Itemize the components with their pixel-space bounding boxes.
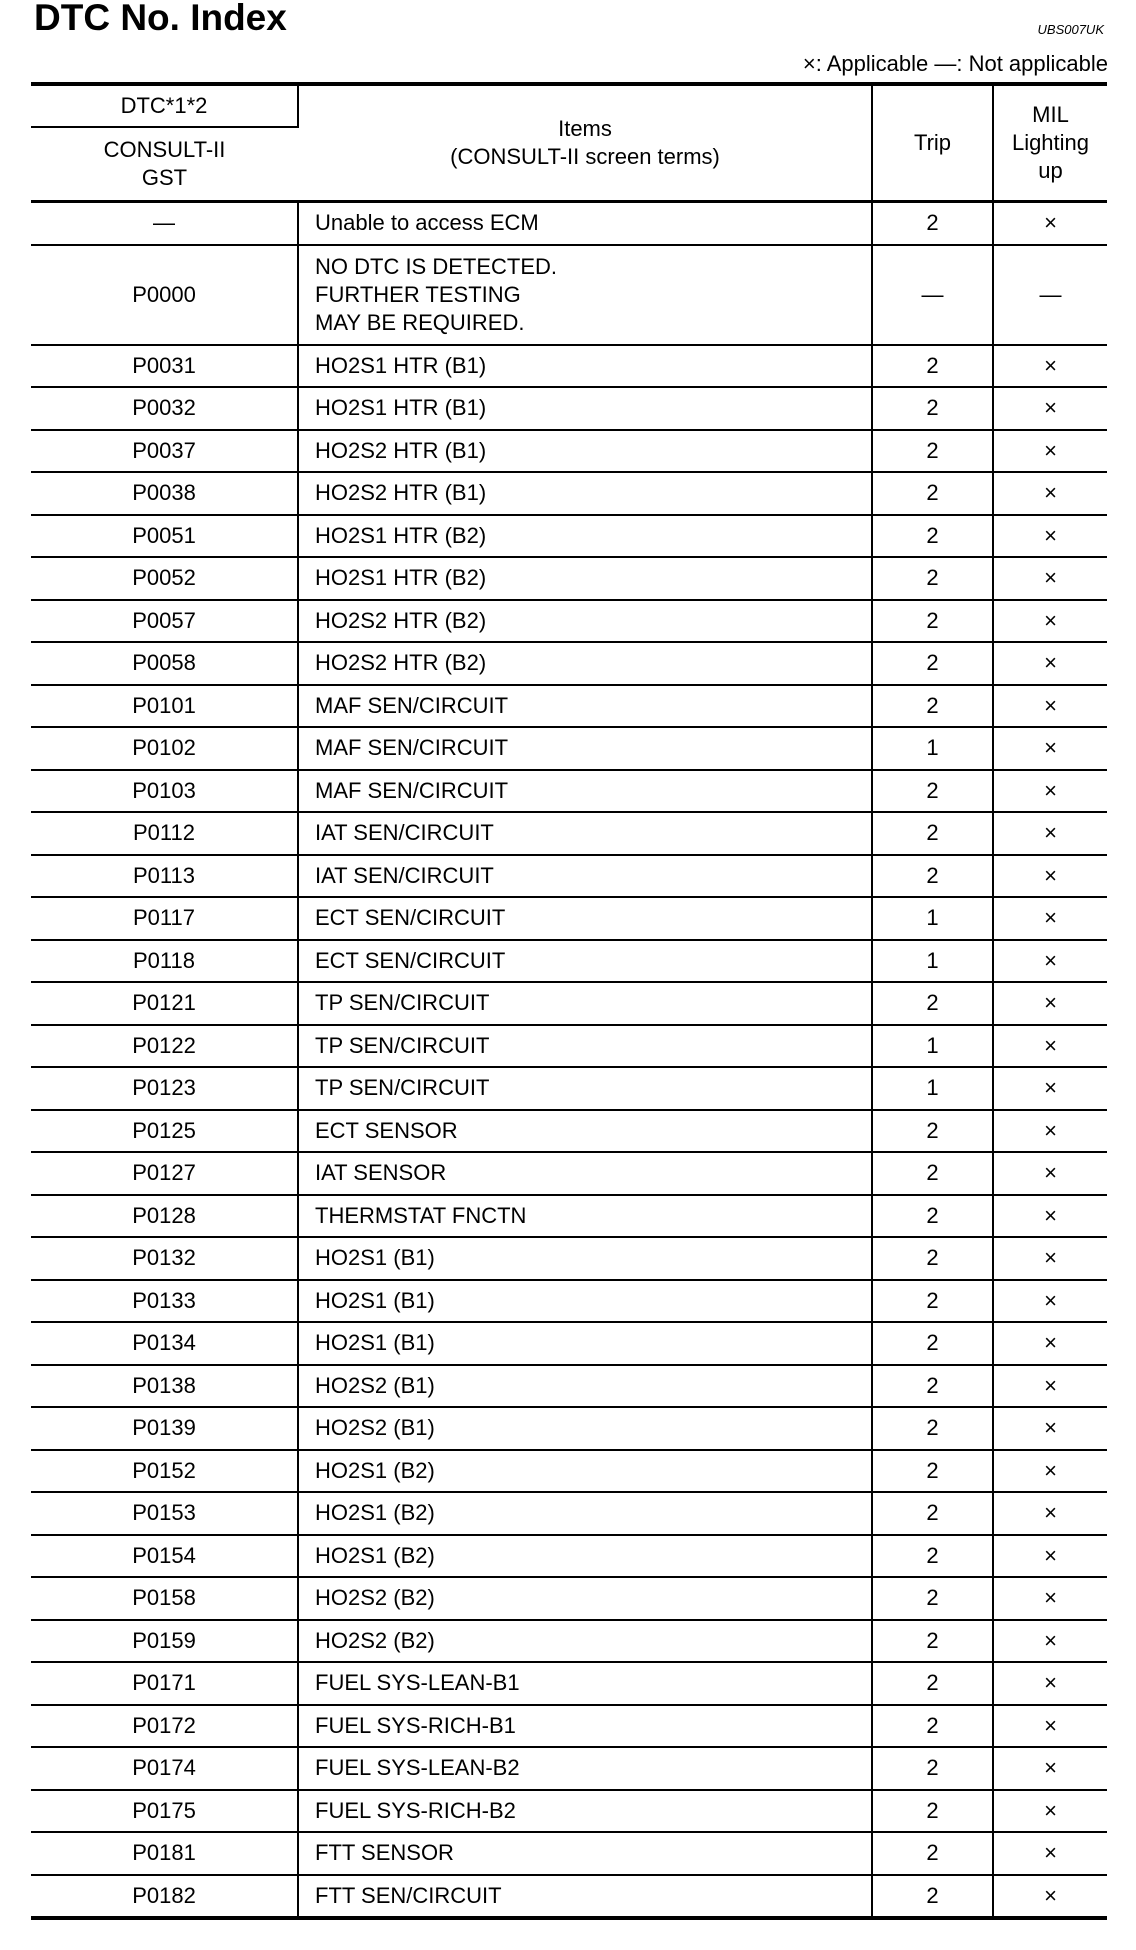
table-row bbox=[31, 642, 1107, 685]
header-items bbox=[298, 84, 872, 202]
trip-cell: 2 bbox=[872, 1577, 993, 1620]
table-row bbox=[31, 1832, 1107, 1875]
trip-cell: 2 bbox=[872, 1152, 993, 1195]
item-cell: HO2S2 HTR (B1) bbox=[298, 430, 872, 473]
item-cell: HO2S2 HTR (B2) bbox=[298, 642, 872, 685]
trip-cell: 2 bbox=[872, 557, 993, 600]
item-cell: FTT SEN/CIRCUIT bbox=[298, 1875, 872, 1919]
dtc-code-cell: P0118 bbox=[31, 940, 298, 983]
dtc-code-cell: P0159 bbox=[31, 1620, 298, 1663]
dtc-code-cell: P0128 bbox=[31, 1195, 298, 1238]
trip-cell: 2 bbox=[872, 1875, 993, 1919]
trip-cell: 2 bbox=[872, 1407, 993, 1450]
mil-cell: × bbox=[993, 1535, 1107, 1578]
trip-cell: 2 bbox=[872, 685, 993, 728]
table-row bbox=[31, 202, 1107, 245]
dtc-code-cell: P0103 bbox=[31, 770, 298, 813]
table-header-row bbox=[31, 84, 1107, 127]
item-cell: TP SEN/CIRCUIT bbox=[298, 1025, 872, 1068]
item-cell: HO2S2 (B1) bbox=[298, 1407, 872, 1450]
mil-cell: × bbox=[993, 1365, 1107, 1408]
trip-cell: 1 bbox=[872, 1025, 993, 1068]
mil-cell: × bbox=[993, 557, 1107, 600]
table-row bbox=[31, 387, 1107, 430]
trip-cell: 2 bbox=[872, 982, 993, 1025]
mil-cell: × bbox=[993, 1322, 1107, 1365]
item-cell: HO2S1 (B1) bbox=[298, 1322, 872, 1365]
trip-cell: 1 bbox=[872, 897, 993, 940]
item-cell: HO2S1 HTR (B2) bbox=[298, 515, 872, 558]
dtc-code-cell: P0154 bbox=[31, 1535, 298, 1578]
item-cell: Unable to access ECM bbox=[298, 202, 872, 245]
item-cell: HO2S1 (B1) bbox=[298, 1237, 872, 1280]
dtc-index-table bbox=[31, 82, 1107, 1920]
item-cell: HO2S2 HTR (B1) bbox=[298, 472, 872, 515]
mil-cell: × bbox=[993, 1875, 1107, 1919]
dtc-code-cell: P0138 bbox=[31, 1365, 298, 1408]
trip-cell: 2 bbox=[872, 642, 993, 685]
item-cell: IAT SEN/CIRCUIT bbox=[298, 812, 872, 855]
dtc-code-cell: P0125 bbox=[31, 1110, 298, 1153]
mil-cell: × bbox=[993, 430, 1107, 473]
item-cell: TP SEN/CIRCUIT bbox=[298, 982, 872, 1025]
mil-cell: × bbox=[993, 855, 1107, 898]
table-row bbox=[31, 1067, 1107, 1110]
trip-cell: 2 bbox=[872, 1322, 993, 1365]
dtc-code-cell: P0117 bbox=[31, 897, 298, 940]
item-cell: HO2S1 (B2) bbox=[298, 1535, 872, 1578]
dtc-code-cell: P0051 bbox=[31, 515, 298, 558]
dtc-code-cell: P0052 bbox=[31, 557, 298, 600]
mil-cell: × bbox=[993, 727, 1107, 770]
trip-cell: 1 bbox=[872, 940, 993, 983]
dtc-code-cell: P0101 bbox=[31, 685, 298, 728]
item-cell: ECT SEN/CIRCUIT bbox=[298, 897, 872, 940]
trip-cell: 2 bbox=[872, 600, 993, 643]
item-cell: MAF SEN/CIRCUIT bbox=[298, 727, 872, 770]
dtc-code-cell: P0057 bbox=[31, 600, 298, 643]
trip-cell: 2 bbox=[872, 1832, 993, 1875]
table-row bbox=[31, 1790, 1107, 1833]
trip-cell: 2 bbox=[872, 1535, 993, 1578]
trip-cell: 2 bbox=[872, 1790, 993, 1833]
table-row bbox=[31, 982, 1107, 1025]
table-row bbox=[31, 1450, 1107, 1493]
legend: ×: Applicable —: Not applicable bbox=[802, 51, 1108, 76]
item-cell: TP SEN/CIRCUIT bbox=[298, 1067, 872, 1110]
table-row bbox=[31, 345, 1107, 388]
mil-cell: × bbox=[993, 345, 1107, 388]
dtc-code-cell: P0153 bbox=[31, 1492, 298, 1535]
dtc-code-cell: P0113 bbox=[31, 855, 298, 898]
table-row bbox=[31, 1747, 1107, 1790]
table-row bbox=[31, 1662, 1107, 1705]
mil-cell: × bbox=[993, 1450, 1107, 1493]
table-row bbox=[31, 1195, 1107, 1238]
document-code: UBS007UK bbox=[1037, 22, 1104, 37]
trip-cell: 2 bbox=[872, 472, 993, 515]
table-row bbox=[31, 1365, 1107, 1408]
table-row bbox=[31, 1407, 1107, 1450]
dtc-code-cell: P0032 bbox=[31, 387, 298, 430]
item-cell: ECT SEN/CIRCUIT bbox=[298, 940, 872, 983]
header-consult: CONSULT-II bbox=[103, 137, 226, 162]
header-items-line1: Items bbox=[558, 116, 612, 141]
trip-cell: 1 bbox=[872, 727, 993, 770]
mil-cell: × bbox=[993, 1152, 1107, 1195]
mil-cell: × bbox=[993, 1280, 1107, 1323]
header-gst: GST bbox=[141, 165, 188, 190]
table-row bbox=[31, 1322, 1107, 1365]
mil-cell: × bbox=[993, 982, 1107, 1025]
mil-cell: × bbox=[993, 1067, 1107, 1110]
item-cell: HO2S1 HTR (B1) bbox=[298, 387, 872, 430]
table-row bbox=[31, 897, 1107, 940]
trip-cell: 2 bbox=[872, 812, 993, 855]
page-title: DTC No. Index bbox=[34, 0, 287, 38]
mil-cell: × bbox=[993, 600, 1107, 643]
dtc-code-cell: P0132 bbox=[31, 1237, 298, 1280]
table-row bbox=[31, 770, 1107, 813]
item-cell: HO2S1 (B2) bbox=[298, 1492, 872, 1535]
header-mil-line2: Lighting bbox=[1011, 130, 1090, 155]
mil-cell: × bbox=[993, 1195, 1107, 1238]
dtc-code-cell: P0172 bbox=[31, 1705, 298, 1748]
trip-cell: 2 bbox=[872, 1110, 993, 1153]
trip-cell: 2 bbox=[872, 1195, 993, 1238]
mil-cell: × bbox=[993, 1832, 1107, 1875]
table-row bbox=[31, 1237, 1107, 1280]
mil-cell: × bbox=[993, 897, 1107, 940]
trip-cell: 2 bbox=[872, 1492, 993, 1535]
dtc-code-cell: P0171 bbox=[31, 1662, 298, 1705]
item-cell: IAT SEN/CIRCUIT bbox=[298, 855, 872, 898]
table-row bbox=[31, 1875, 1107, 1919]
header-trip: Trip bbox=[872, 84, 993, 202]
mil-cell: × bbox=[993, 1705, 1107, 1748]
table-row bbox=[31, 685, 1107, 728]
header-mil-line1: MIL bbox=[1032, 102, 1069, 127]
table-row bbox=[31, 1620, 1107, 1663]
header-consult-gst bbox=[31, 127, 298, 202]
mil-cell: × bbox=[993, 1790, 1107, 1833]
table-row bbox=[31, 430, 1107, 473]
mil-cell: × bbox=[993, 1747, 1107, 1790]
table-row bbox=[31, 1110, 1107, 1153]
header-dtc: DTC*1*2 bbox=[31, 84, 298, 127]
dtc-code-cell: P0133 bbox=[31, 1280, 298, 1323]
item-cell: HO2S2 (B2) bbox=[298, 1577, 872, 1620]
dtc-code-cell: P0152 bbox=[31, 1450, 298, 1493]
item-cell: MAF SEN/CIRCUIT bbox=[298, 770, 872, 813]
table-row bbox=[31, 1152, 1107, 1195]
mil-cell: × bbox=[993, 387, 1107, 430]
trip-cell: 2 bbox=[872, 1280, 993, 1323]
trip-cell: 2 bbox=[872, 387, 993, 430]
table-row bbox=[31, 600, 1107, 643]
table-row bbox=[31, 940, 1107, 983]
table-row bbox=[31, 557, 1107, 600]
mil-cell: × bbox=[993, 1662, 1107, 1705]
trip-cell: 2 bbox=[872, 1747, 993, 1790]
trip-cell: 2 bbox=[872, 1662, 993, 1705]
item-cell: HO2S1 HTR (B2) bbox=[298, 557, 872, 600]
dtc-code-cell: P0181 bbox=[31, 1832, 298, 1875]
trip-cell: 2 bbox=[872, 202, 993, 245]
table-body bbox=[31, 202, 1107, 1919]
trip-cell: 2 bbox=[872, 855, 993, 898]
table-row bbox=[31, 1280, 1107, 1323]
item-cell: ECT SENSOR bbox=[298, 1110, 872, 1153]
item-cell: HO2S1 (B2) bbox=[298, 1450, 872, 1493]
dtc-code-cell: P0000 bbox=[31, 245, 298, 345]
table-row bbox=[31, 245, 1107, 345]
item-line: FURTHER TESTING bbox=[315, 281, 521, 307]
item-cell: MAF SEN/CIRCUIT bbox=[298, 685, 872, 728]
dtc-code-cell: P0038 bbox=[31, 472, 298, 515]
dtc-code-cell: P0127 bbox=[31, 1152, 298, 1195]
dtc-code-cell: P0122 bbox=[31, 1025, 298, 1068]
item-line: NO DTC IS DETECTED. bbox=[315, 253, 558, 279]
mil-cell: × bbox=[993, 940, 1107, 983]
dtc-code-cell: P0112 bbox=[31, 812, 298, 855]
dtc-code-cell: P0058 bbox=[31, 642, 298, 685]
trip-cell: 2 bbox=[872, 770, 993, 813]
table-row bbox=[31, 472, 1107, 515]
dtc-code-cell: P0182 bbox=[31, 1875, 298, 1919]
header-items-line2: (CONSULT-II screen terms) bbox=[450, 144, 720, 169]
header-mil bbox=[993, 84, 1107, 202]
item-cell: FUEL SYS-LEAN-B1 bbox=[298, 1662, 872, 1705]
table-row bbox=[31, 515, 1107, 558]
table-row bbox=[31, 1577, 1107, 1620]
mil-cell: × bbox=[993, 472, 1107, 515]
item-cell: THERMSTAT FNCTN bbox=[298, 1195, 872, 1238]
mil-cell: × bbox=[993, 1492, 1107, 1535]
trip-cell: — bbox=[872, 245, 993, 345]
trip-cell: 2 bbox=[872, 1365, 993, 1408]
dtc-code-cell: P0037 bbox=[31, 430, 298, 473]
item-cell: HO2S2 HTR (B2) bbox=[298, 600, 872, 643]
item-cell: FUEL SYS-LEAN-B2 bbox=[298, 1747, 872, 1790]
item-line: MAY BE REQUIRED. bbox=[315, 309, 525, 335]
mil-cell: × bbox=[993, 770, 1107, 813]
trip-cell: 2 bbox=[872, 1620, 993, 1663]
mil-cell: × bbox=[993, 1620, 1107, 1663]
trip-cell: 2 bbox=[872, 430, 993, 473]
dtc-code-cell: P0158 bbox=[31, 1577, 298, 1620]
item-cell: FTT SENSOR bbox=[298, 1832, 872, 1875]
mil-cell: × bbox=[993, 812, 1107, 855]
dtc-code-cell: P0134 bbox=[31, 1322, 298, 1365]
item-cell: HO2S2 (B1) bbox=[298, 1365, 872, 1408]
trip-cell: 2 bbox=[872, 345, 993, 388]
dtc-code-cell: P0123 bbox=[31, 1067, 298, 1110]
item-cell: HO2S1 (B1) bbox=[298, 1280, 872, 1323]
dtc-code-cell: P0175 bbox=[31, 1790, 298, 1833]
mil-cell: × bbox=[993, 642, 1107, 685]
mil-cell: × bbox=[993, 1110, 1107, 1153]
mil-cell: × bbox=[993, 1407, 1107, 1450]
item-cell: HO2S2 (B2) bbox=[298, 1620, 872, 1663]
item-cell: FUEL SYS-RICH-B1 bbox=[298, 1705, 872, 1748]
table-row bbox=[31, 727, 1107, 770]
table-row bbox=[31, 1535, 1107, 1578]
trip-cell: 2 bbox=[872, 1237, 993, 1280]
mil-cell: × bbox=[993, 1237, 1107, 1280]
mil-cell: × bbox=[993, 515, 1107, 558]
mil-cell: × bbox=[993, 202, 1107, 245]
item-cell bbox=[298, 245, 872, 345]
dtc-code-cell: P0174 bbox=[31, 1747, 298, 1790]
trip-cell: 2 bbox=[872, 515, 993, 558]
trip-cell: 1 bbox=[872, 1067, 993, 1110]
trip-cell: 2 bbox=[872, 1450, 993, 1493]
mil-cell: × bbox=[993, 1577, 1107, 1620]
table-row bbox=[31, 1492, 1107, 1535]
item-cell: IAT SENSOR bbox=[298, 1152, 872, 1195]
trip-cell: 2 bbox=[872, 1705, 993, 1748]
item-cell: FUEL SYS-RICH-B2 bbox=[298, 1790, 872, 1833]
table-row bbox=[31, 1705, 1107, 1748]
table-row bbox=[31, 812, 1107, 855]
table-row bbox=[31, 855, 1107, 898]
mil-cell: — bbox=[993, 245, 1107, 345]
dtc-code-cell: — bbox=[31, 202, 298, 245]
dtc-code-cell: P0121 bbox=[31, 982, 298, 1025]
header-mil-line3: up bbox=[1038, 158, 1063, 183]
dtc-code-cell: P0031 bbox=[31, 345, 298, 388]
table-row bbox=[31, 1025, 1107, 1068]
mil-cell: × bbox=[993, 1025, 1107, 1068]
mil-cell: × bbox=[993, 685, 1107, 728]
item-cell: HO2S1 HTR (B1) bbox=[298, 345, 872, 388]
dtc-code-cell: P0139 bbox=[31, 1407, 298, 1450]
dtc-code-cell: P0102 bbox=[31, 727, 298, 770]
